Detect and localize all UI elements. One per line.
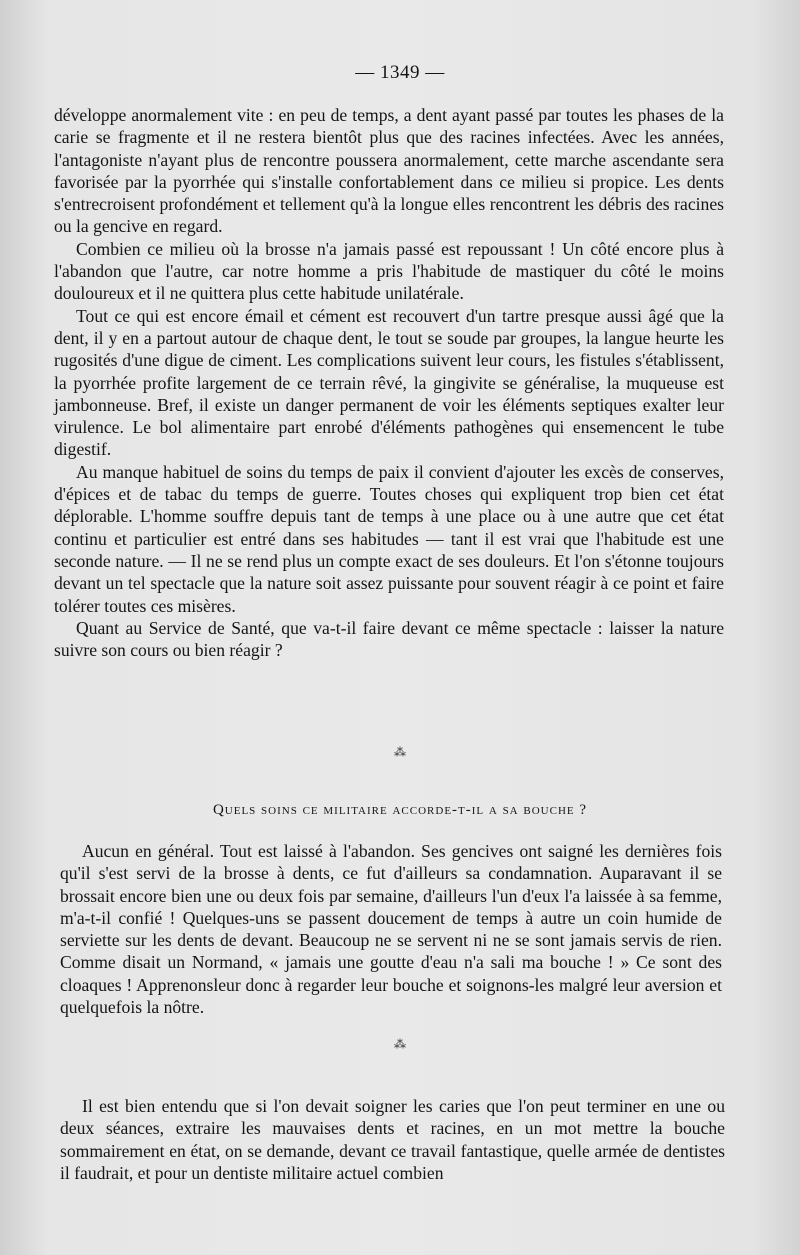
paragraph: développe anormalement vite : en peu de temps, a dent ayant passé par toutes les phases de la carie se fragmente et il ne restera bientôt plus que des racines infectées. Avec les années, l'antagoniste n'ayant plus de rencontre poussera anormalement, cette marche ascendante sera favorisée par la pyorrhée qui s'installe confortablement dans ce milieu si propice. Les dents s'entrecroisent profondément et tellement qu'à la longue elles rencontrent les débris des racines ou la gencive en regard.	[54, 105, 724, 237]
paragraph: Tout ce qui est encore émail et cément est recouvert d'un tartre presque aussi âgé que la dent, il y en a partout autour de chaque dent, le tout se soude par groupes, la langue heurte les rugosités d'une digue de ciment. Les complications suivent leur cours, les fistules s'établissent, la pyorrhée profite largement de ce terrain rêvé, la gingivite se généralise, la muqueuse est jambonneuse. Bref, il existe un danger permanent de voir les éléments septiques exalter leur virulence. Le bol alimentaire part enrobé d'éléments pathogènes qui ensemencent le tube digestif.	[54, 305, 724, 460]
text-block-bottom	[60, 1095, 725, 1184]
paragraph: Combien ce milieu où la brosse n'a jamais passé est repoussant ! Un côté encore plus à l'abandon que l'autre, car notre homme a pris l'habitude de mastiquer du côté le moins douloureux et il ne quittera plus cette habitude unilatérale.	[54, 238, 724, 304]
paragraph: Il est bien entendu que si l'on devait soigner les caries que l'on peut terminer en une ou deux séances, extraire les mauvaises dents et racines, en un mot mettre la bouche sommairement en état, on se demande, devant ce travail fantastique, quelle armée de dentistes il faudrait, et pour un dentiste militaire actuel combien	[60, 1096, 725, 1183]
paragraph: Aucun en général. Tout est laissé à l'abandon. Ses gencives ont saigné les dernières fois qu'il s'est servi de la brosse à dents, ce fut d'ailleurs sa condamnation. Auparavant il se brossait encore bien une ou deux fois par semaine, d'ailleurs l'un d'eux l'a laissée à sa femme, m'a-t-il confié ! Quelques-uns se passent doucement de temps à autre un coin humide de serviette sur les dents de devant. Beaucoup ne se servent ni ne se sont jamais servis de rien. Comme disait un Normand, « jamais une goutte d'eau n'a sali ma bouche ! » Ce sont des cloaques ! Apprenonsleur donc à regarder leur bouche et soignons-les malgré leur aversion et quelquefois la nôtre.	[60, 841, 722, 1018]
section-heading: Quels soins ce militaire accorde-t-il a sa bouche ?	[212, 802, 588, 818]
text-block-middle	[60, 840, 722, 1018]
page-number: — 1349 —	[355, 62, 445, 83]
text-block-top	[54, 104, 724, 661]
section-separator: ⁂	[394, 1037, 406, 1051]
paragraph: Au manque habituel de soins du temps de paix il convient d'ajouter les excès de conserves, d'épices et de tabac du temps de guerre. Toutes choses qui expliquent trop bien cet état déplorable. L'homme souffre depuis tant de temps à une place ou à une autre que cet état continu et particulier est entré dans ses habitudes — tant il est vrai que l'habitude est une seconde nature. — Il ne se rend plus un compte exact de ses douleurs. Et l'on s'étonne toujours devant un tel spectacle que la nature soit assez puissante pour souvent réagir à ce point et faire tolérer toutes ces misères.	[54, 461, 724, 616]
section-separator: ⁂	[394, 745, 406, 759]
paragraph: Quant au Service de Santé, que va-t-il faire devant ce même spectacle : laisser la nature suivre son cours ou bien réagir ?	[54, 617, 724, 661]
